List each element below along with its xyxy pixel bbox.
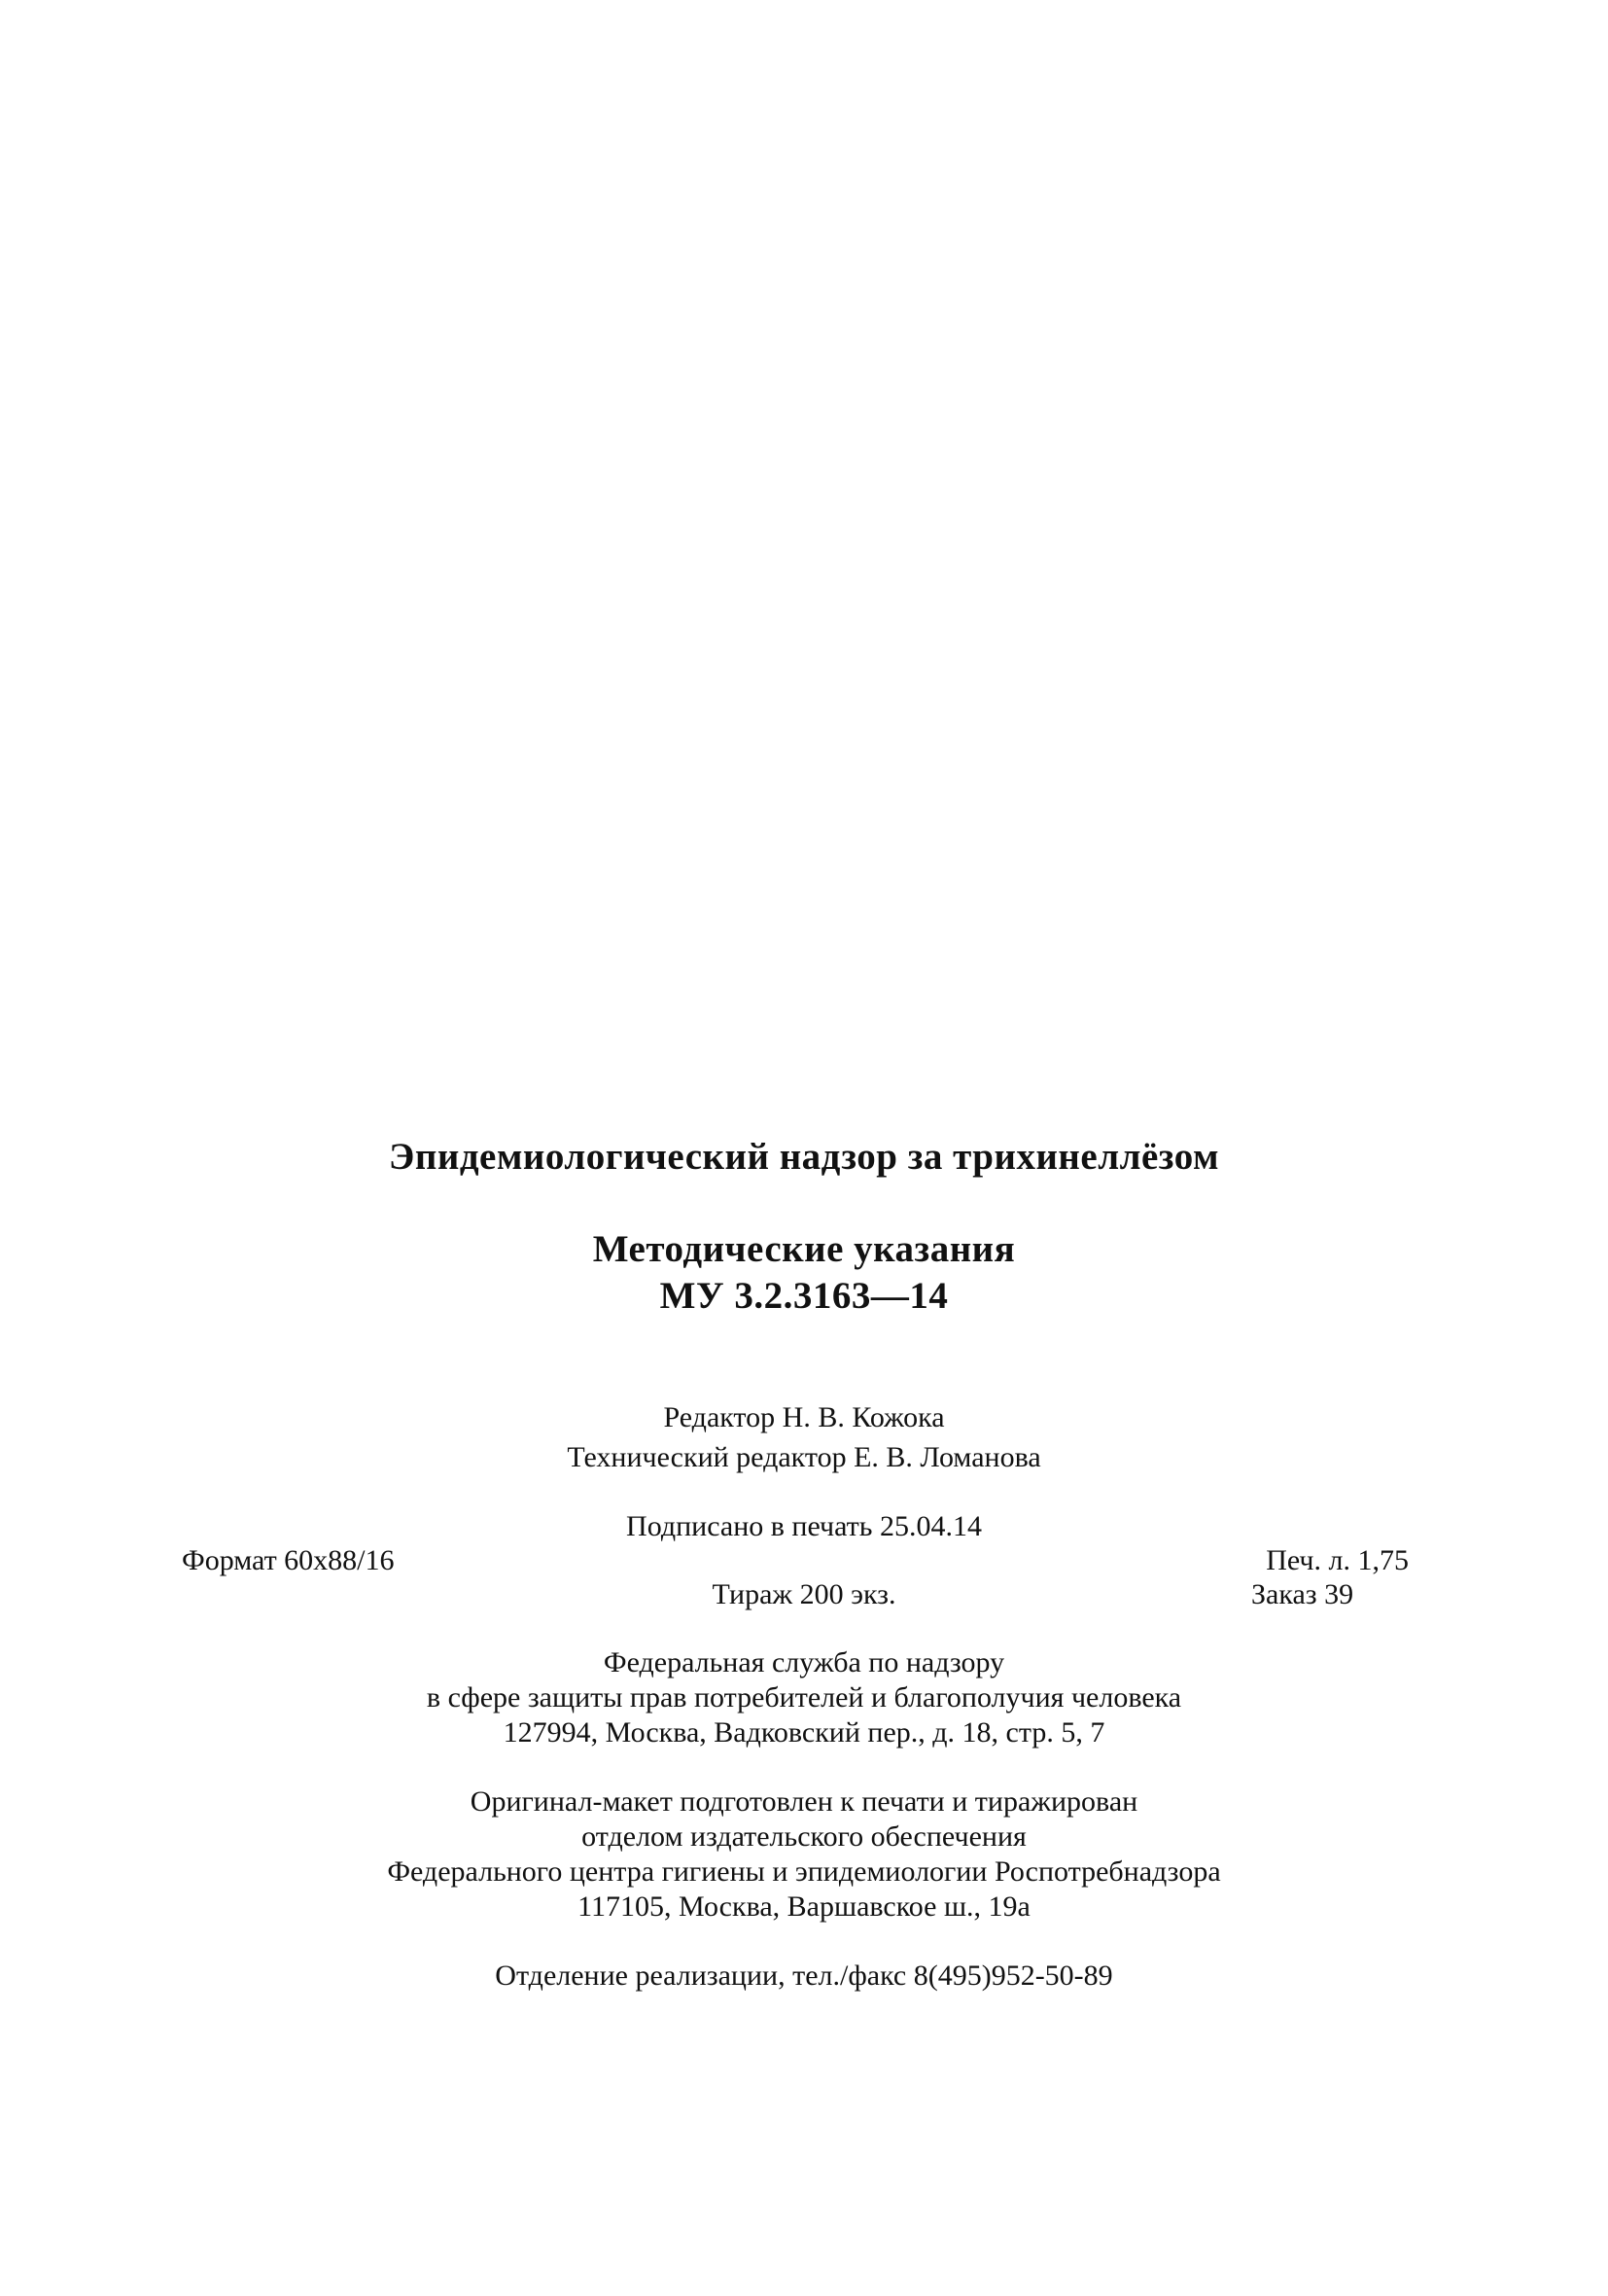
format-line: Формат 60х88/16 xyxy=(182,1544,395,1576)
sales-contact: Отделение реализации, тел./факс 8(495)952-50-89 xyxy=(495,1960,1113,1992)
circulation-line: Тираж 200 экз. xyxy=(712,1578,896,1610)
publisher-line-1: Федеральная служба по надзору xyxy=(603,1646,1005,1678)
publisher-address: 127994, Москва, Вадковский пер., д. 18, стр. 5, 7 xyxy=(503,1716,1105,1748)
publisher-line-2: в сфере защиты прав потребителей и благополучия человека xyxy=(426,1681,1182,1713)
print-sheets-line: Печ. л. 1,75 xyxy=(1266,1544,1409,1576)
layout-line-1: Оригинал-макет подготовлен к печати и тиражирован xyxy=(470,1785,1138,1818)
tech-editor-line: Технический редактор Е. В. Ломанова xyxy=(567,1441,1041,1473)
document-title: Эпидемиологический надзор за трихинеллёзом xyxy=(388,1136,1220,1178)
signed-line: Подписано в печать 25.04.14 xyxy=(626,1510,982,1542)
layout-line-3: Федерального центра гигиены и эпидемиологии Роспотребнадзора xyxy=(387,1855,1221,1888)
document-subtitle: Методические указания xyxy=(592,1228,1016,1270)
layout-line-2: отделом издательского обеспечения xyxy=(581,1820,1027,1853)
document-code: МУ 3.2.3163—14 xyxy=(659,1275,949,1317)
order-line: Заказ 39 xyxy=(1251,1578,1354,1610)
editor-line: Редактор Н. В. Кожока xyxy=(663,1401,945,1433)
layout-address: 117105, Москва, Варшавское ш., 19а xyxy=(577,1890,1031,1923)
